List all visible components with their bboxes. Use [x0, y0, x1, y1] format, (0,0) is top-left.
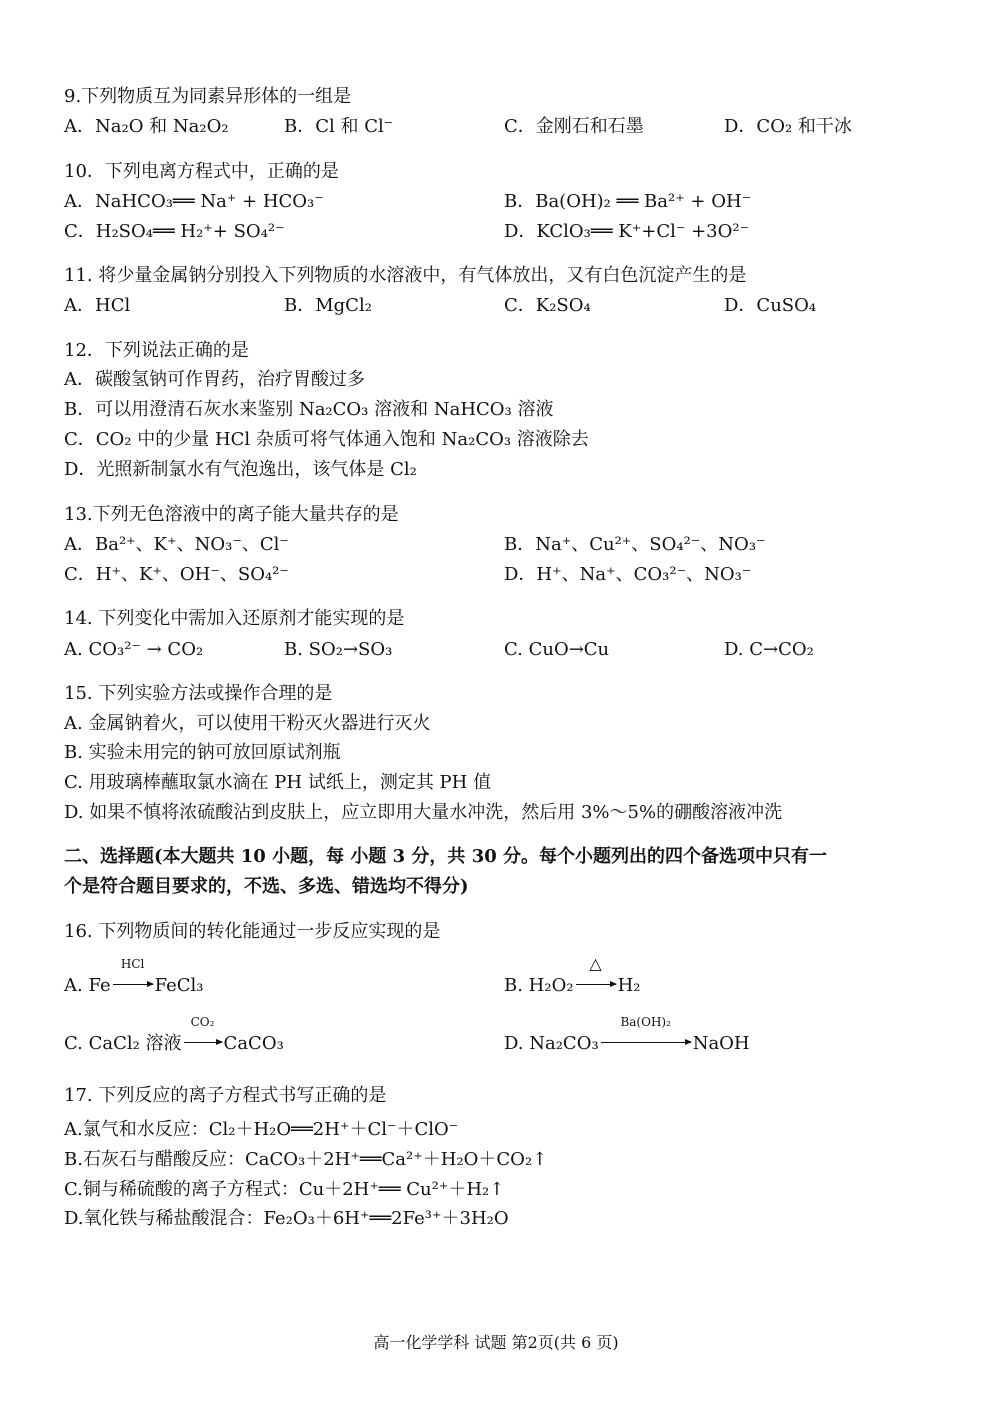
q9-option-c: C．金刚石和石墨 [504, 116, 644, 137]
q13-option-d: D．H⁺、Na⁺、CO₃²⁻、NO₃⁻ [504, 564, 752, 585]
q16-b-product: H₂ [617, 975, 641, 996]
q13-option-c: C．H⁺、K⁺、OH⁻、SO₄²⁻ [64, 564, 289, 585]
reaction-arrow-icon [601, 1015, 691, 1055]
q9-stem: 9.下列物质互为同素异形体的一组是 [64, 86, 352, 107]
q16-c-product: CaCO₃ [223, 1033, 284, 1054]
q12-stem: 12．下列说法正确的是 [64, 340, 249, 361]
q14-option-b: B. SO₂→SO₃ [284, 639, 393, 660]
q13-stem: 13.下列无色溶液中的离子能大量共存的是 [64, 504, 399, 525]
q13-option-a: A．Ba²⁺、K⁺、NO₃⁻、Cl⁻ [64, 534, 289, 555]
section2-heading-line2: 个是符合题目要求的，不选、多选、错选均不得分) [64, 876, 469, 897]
q16-d-product: NaOH [692, 1033, 750, 1054]
q11-option-d: D．CuSO₄ [724, 295, 817, 316]
q17-stem: 17. 下列反应的离子方程式书写正确的是 [64, 1085, 387, 1106]
q14-stem: 14. 下列变化中需加入还原剂才能实现的是 [64, 608, 405, 629]
q9-option-b: B．Cl 和 Cl⁻ [284, 116, 394, 137]
q10-option-d: D．KClO₃══ K⁺+Cl⁻ +3O²⁻ [504, 221, 750, 242]
section2-heading-line1: 二、选择题(本大题共 10 小题，每 小题 3 分，共 30 分。每个小题列出的四个备选项中只有一 [64, 846, 828, 867]
reaction-arrow-icon [113, 957, 153, 997]
q9-option-a: A．Na₂O 和 Na₂O₂ [64, 116, 229, 137]
q11-option-c: C．K₂SO₄ [504, 295, 591, 316]
q14-option-d: D. C→CO₂ [724, 639, 814, 660]
q14-option-c: C. CuO→Cu [504, 639, 610, 660]
q12-option-a: A．碳酸氢钠可作胃药，治疗胃酸过多 [64, 369, 365, 390]
q15-stem: 15. 下列实验方法或操作合理的是 [64, 683, 333, 704]
q12-option-c: C．CO₂ 中的少量 HCl 杂质可将气体通入饱和 Na₂CO₃ 溶液除去 [64, 429, 589, 450]
q16-option-a [64, 957, 204, 997]
q12-option-d: D．光照新制氯水有气泡逸出，该气体是 Cl₂ [64, 459, 417, 480]
q12-option-b: B．可以用澄清石灰水来鉴别 Na₂CO₃ 溶液和 NaHCO₃ 溶液 [64, 399, 554, 420]
q15-option-d: D. 如果不慎将浓硫酸沾到皮肤上，应立即用大量水冲洗，然后用 3%～5%的硼酸溶液冲洗 [64, 802, 783, 823]
q16-b-condition: △ [589, 954, 602, 973]
q11-option-b: B．MgCl₂ [284, 295, 372, 316]
q16-c-reactant: C. CaCl₂ 溶液 [64, 1033, 182, 1054]
q16-c-condition: CO₂ [190, 1015, 215, 1029]
q10-stem: 10．下列电离方程式中，正确的是 [64, 161, 339, 182]
q16-b-reactant: B. H₂O₂ [504, 975, 574, 996]
q10-option-a: A．NaHCO₃══ Na⁺ + HCO₃⁻ [64, 191, 324, 212]
q9-option-d: D．CO₂ 和干冰 [724, 116, 852, 137]
q17-option-b: B.石灰石与醋酸反应：CaCO₃＋2H⁺══Ca²⁺＋H₂O＋CO₂↑ [64, 1149, 548, 1170]
q15-option-c: C. 用玻璃棒蘸取氯水滴在 PH 试纸上，测定其 PH 值 [64, 772, 492, 793]
reaction-arrow-icon [576, 954, 616, 997]
q16-a-product: FeCl₃ [154, 975, 204, 996]
q14-option-a: A. CO₃²⁻ → CO₂ [64, 639, 204, 660]
q16-option-b [504, 954, 641, 997]
q16-a-condition: HCl [120, 957, 145, 971]
reaction-arrow-icon [184, 1015, 222, 1055]
q10-option-c: C．H₂SO₄══ H₂⁺+ SO₄²⁻ [64, 221, 285, 242]
q16-d-reactant: D. Na₂CO₃ [504, 1033, 599, 1054]
q11-stem: 11. 将少量金属钠分别投入下列物质的水溶液中，有气体放出，又有白色沉淀产生的是 [64, 265, 747, 286]
q16-option-c [64, 1015, 284, 1055]
q15-option-a: A. 金属钠着火，可以使用干粉灭火器进行灭火 [64, 713, 431, 734]
q10-option-b: B．Ba(OH)₂ ══ Ba²⁺ + OH⁻ [504, 191, 752, 212]
q17-option-d: D.氧化铁与稀盐酸混合：Fe₂O₃＋6H⁺══2Fe³⁺＋3H₂O [64, 1208, 509, 1229]
q16-d-condition: Ba(OH)₂ [620, 1015, 671, 1029]
q17-option-a: A.氯气和水反应：Cl₂＋H₂O══2H⁺＋Cl⁻＋ClO⁻ [64, 1119, 459, 1140]
page-footer: 高一化学学科 试题 第2页(共 6 页) [373, 1333, 619, 1352]
q16-option-d [504, 1015, 750, 1055]
q16-stem: 16. 下列物质间的转化能通过一步反应实现的是 [64, 921, 441, 942]
q13-option-b: B．Na⁺、Cu²⁺、SO₄²⁻、NO₃⁻ [504, 534, 766, 555]
q11-option-a: A．HCl [64, 295, 131, 316]
q17-option-c: C.铜与稀硫酸的离子方程式：Cu＋2H⁺══ Cu²⁺＋H₂↑ [64, 1179, 505, 1200]
q16-a-reactant: A. Fe [64, 975, 111, 996]
q15-option-b: B. 实验未用完的钠可放回原试剂瓶 [64, 742, 341, 763]
